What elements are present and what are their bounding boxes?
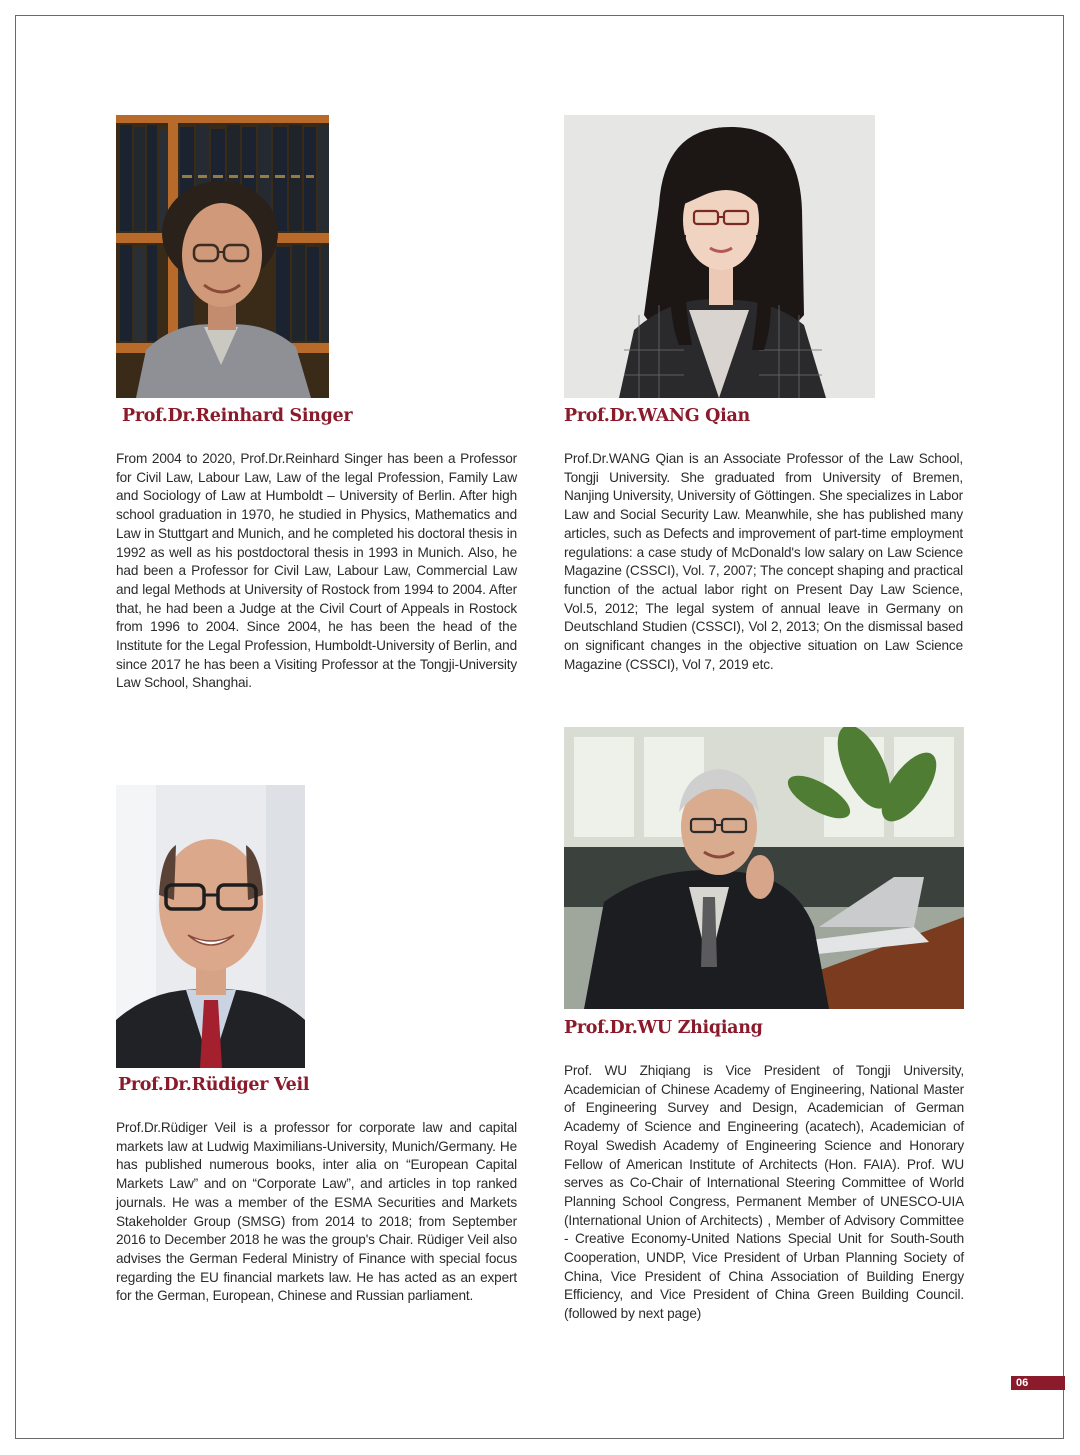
wang-name: Prof.Dr.WANG Qian (564, 406, 750, 426)
wu-bio: Prof. WU Zhiqiang is Vice President of Tongji University, Academician of Chinese Academy of Engineering, National Master of Engineering Survey and Design, Academician of German Academy of Science and Engineering (acatech), Academician of Royal Swedish Academy of Engineering Science and Honorary Fellow of American Institute of Architects (Hon. FAIA). Prof. WU serves as Co-Chair of International Steering Committee of World Planning School Congress, Permanent Member of UNESCO-UIA (International Union of Architects) , Member of Advisory Committee - Creative Economy-United Nations Special Unit for South-South Cooperation, UNDP, Vice President of Urban Planning Society of China, Vice President of China Association of Building Energy Efficiency, and Vice President of China Green Building Council. (followed by next page) (564, 1063, 964, 1322)
page-number: 06 (1011, 1376, 1065, 1390)
wu-photo (564, 727, 964, 1009)
wang-photo (564, 115, 875, 398)
veil-photo (116, 785, 305, 1068)
wang-bio: Prof.Dr.WANG Qian is an Associate Professor of the Law School, Tongji University. She graduated from University of Bremen, Nanjing University, University of Göttingen. She specializes in Labor Law and Social Security Law. Meanwhile, she has published many articles, such as Defects and improvement of part-time employment regulations: a case study of McDonald's low salary on Law Science Magazine (CSSCI), Vol. 7, 2007; The concept shaping and practical function of the actual labor right on Present Day Law Science, Vol.5, 2012; The legal system of annual leave in Germany on Deutschland Studien (CSSCI), Vol 2, 2013; On the dismissal based on significant changes in the objective situation on Law Science Magazine (CSSCI), Vol 7, 2019 etc. (564, 451, 963, 672)
veil-bio: Prof.Dr.Rüdiger Veil is a professor for corporate law and capital markets law at Ludwig Maximilians-University, Munich/Germany. He has published numerous books, inter alia on “European Capital Markets Law” and on “Corporate Law”, and articles in top ranked journals. He was a member of the ESMA Securities and Markets Stakeholder Group (SMSG) from 2014 to 2018; from September 2016 to December 2018 he was the group's Chair. Rüdiger Veil also advises the German Federal Ministry of Finance with special focus regarding the EU financial markets law. He has acted as an expert for the German, European, Chinese and Russian parliament. (116, 1120, 517, 1304)
singer-bio: From 2004 to 2020, Prof.Dr.Reinhard Singer has been a Professor for Civil Law, Labour Law, Law of the legal Profession, Family Law and Sociology of Law at Humboldt – University of Berlin. After high school graduation in 1970, he studied in Physics, Mathematics and Law in Stuttgart and Munich, and he completed his doctoral thesis in 1992 as well as his postdoctoral thesis in 1993 in Munich. Also, he had been a Professor for Civil Law, Labour Law, Commercial Law and legal Methods at University of Rostock from 1994 to 2004. After that, he had been a Judge at the Civil Court of Appeals in Rostock from 1996 to 2004. Since 2004, he has been the head of the Institute for the Legal Profession, Humboldt-University of Berlin, and since 2017 he has been a Visiting Professor at the Tongji-University Law School, Shanghai. (116, 451, 517, 691)
singer-photo (116, 115, 329, 398)
wu-name: Prof.Dr.WU Zhiqiang (564, 1018, 763, 1038)
veil-name: Prof.Dr.Rüdiger Veil (118, 1075, 310, 1095)
singer-name: Prof.Dr.Reinhard Singer (122, 406, 353, 426)
